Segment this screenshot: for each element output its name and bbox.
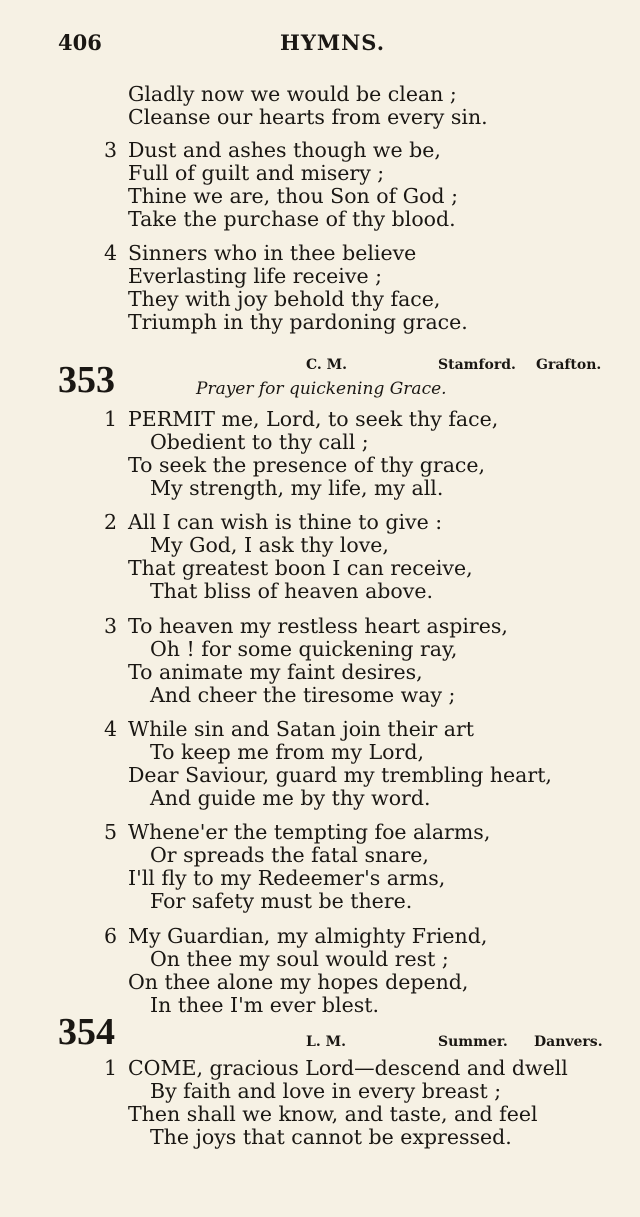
verse-line: While sin and Satan join their art [128,717,475,741]
page-header [0,30,640,60]
verse-line: That bliss of heaven above. [150,579,433,603]
verse-number: 6 [104,924,118,948]
hymn-title: Prayer for quickening Grace. [196,379,447,399]
verse-line: Gladly now we would be clean ; [128,82,457,106]
verse-number: 4 [104,241,118,265]
verse-line: Take the purchase of thy blood. [128,207,456,231]
meter: C. M. [306,357,348,373]
tune-name: Grafton. [536,357,602,373]
verse-line: To seek the presence of thy grace, [128,453,486,477]
running-title: HYMNS. [280,30,386,55]
verse-line: Cleanse our hearts from every sin. [128,105,488,129]
tune-name: Stamford. [438,357,516,373]
verse-line: All I can wish is thine to give : [128,510,443,534]
verse-line: In thee I'm ever blest. [150,993,379,1017]
verse-number: 5 [104,820,118,844]
verse-line: Thine we are, thou Son of God ; [128,184,458,208]
verse-number: 3 [104,138,118,162]
verse-line: Whene'er the tempting foe alarms, [128,820,491,844]
verse-line: Oh ! for some quickening ray, [150,637,458,661]
verse-line: To animate my faint desires, [128,660,423,684]
verse-number: 1 [104,1056,118,1080]
verse-line: To heaven my restless heart aspires, [128,614,508,638]
verse-line: PERMIT me, Lord, to seek thy face, [128,407,499,431]
page-number: 406 [58,30,102,55]
tune-name: Danvers. [534,1034,603,1050]
verse-line: Or spreads the fatal snare, [150,843,429,867]
verse-line: Dust and ashes though we be, [128,138,441,162]
verse-line: For safety must be there. [150,889,413,913]
hymn-number: 354 [58,1011,115,1053]
hymn-number: 353 [58,359,115,401]
verse-line: The joys that cannot be expressed. [150,1125,512,1149]
verse-line: On thee my soul would rest ; [150,947,449,971]
verse-line: My God, I ask thy love, [150,533,389,557]
verse-line: Obedient to thy call ; [150,430,369,454]
verse-line: Triumph in thy pardoning grace. [128,310,468,334]
verse-line: On thee alone my hopes depend, [128,970,469,994]
verse-line: Sinners who in thee believe [128,241,417,265]
verse-line: By faith and love in every breast ; [150,1079,502,1103]
verse-number: 2 [104,510,118,534]
tune-name: Summer. [438,1034,508,1050]
meter: L. M. [306,1034,346,1050]
verse-line: And guide me by thy word. [150,786,431,810]
verse-line: Full of guilt and misery ; [128,161,385,185]
verse-number: 1 [104,407,118,431]
verse-line: Everlasting life receive ; [128,264,382,288]
verse-number: 3 [104,614,118,638]
verse-line: And cheer the tiresome way ; [150,683,456,707]
verse-number: 4 [104,717,118,741]
verse-line: That greatest boon I can receive, [128,556,473,580]
verse-line: To keep me from my Lord, [150,740,424,764]
verse-line: Dear Saviour, guard my trembling heart, [128,763,552,787]
verse-line: I'll fly to my Redeemer's arms, [128,866,446,890]
verse-line: They with joy behold thy face, [128,287,441,311]
verse-line: COME, gracious Lord—descend and dwell [128,1056,568,1080]
verse-line: My Guardian, my almighty Friend, [128,924,488,948]
verse-line: My strength, my life, my all. [150,476,444,500]
verse-line: Then shall we know, and taste, and feel [128,1102,538,1126]
